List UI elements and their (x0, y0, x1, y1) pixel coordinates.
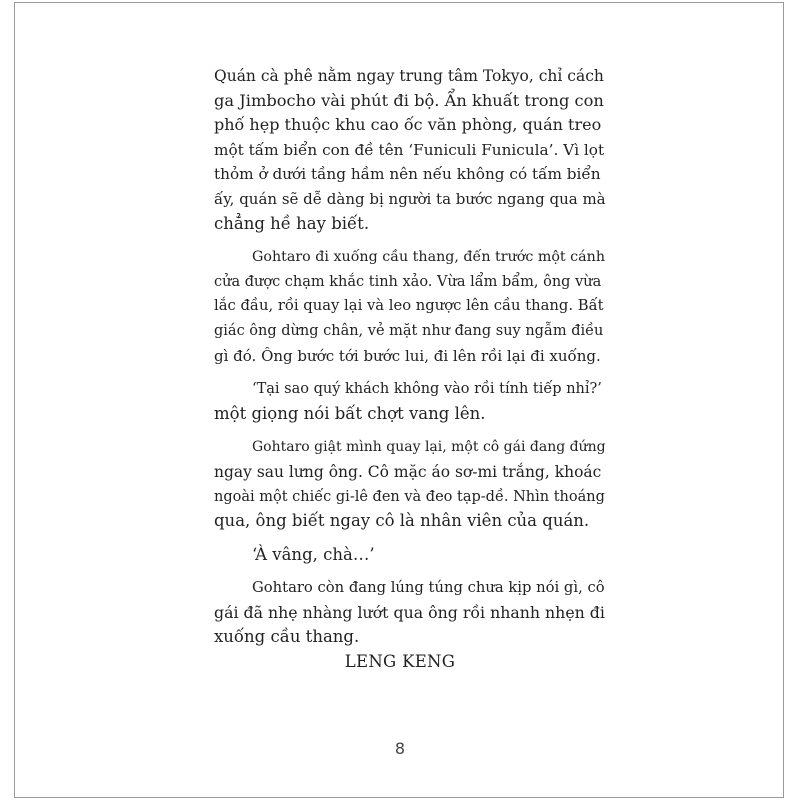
text-line: ga Jimbocho vài phút đi bộ. Ẩn khuất trong con (214, 90, 604, 110)
text-line: cửa được chạm khắc tinh xảo. Vừa lẩm bẩm, ông vừa (214, 273, 602, 290)
text-line: một tấm biển con đề tên ‘Funiculi Funicula’. Vì lọt (214, 140, 605, 159)
paragraph (214, 245, 606, 368)
text-line: ấy, quán sẽ dễ dàng bị người ta bước ngang qua mà (214, 189, 606, 208)
text-line: ngoài một chiếc gi-lê đen và đeo tạp-dề. Nhìn thoáng (214, 488, 605, 505)
text-line: một giọng nói bất chợt vang lên. (214, 403, 486, 423)
text-line: qua, ông biết ngay cô là nhân viên của quán. (214, 511, 590, 531)
text-line: xuống cầu thang. (214, 627, 360, 647)
text-line: phố hẹp thuộc khu cao ốc văn phòng, quán treo (214, 115, 602, 135)
body-text (214, 64, 606, 650)
text-line: Gohtaro đi xuống cầu thang, đến trước một cánh (252, 249, 606, 266)
text-line: Quán cà phê nằm ngay trung tâm Tokyo, chỉ cách (214, 67, 604, 85)
paragraph (214, 576, 606, 650)
text-line: chẳng hề hay biết. (214, 213, 370, 233)
paragraph (214, 64, 606, 236)
paragraph (214, 377, 606, 426)
sound-effect-text: LENG KENG (344, 652, 456, 671)
text-line: ngay sau lưng ông. Cô mặc áo sơ-mi trắng, khoác (214, 462, 602, 481)
text-line: gái đã nhẹ nhàng lướt qua ông rồi nhanh nhẹn đi (214, 602, 605, 622)
text-line: gì đó. Ông bước tới bước lui, đi lên rồi lại đi xuống. (214, 346, 601, 365)
text-line: giác ông dừng chân, vẻ mặt như đang suy ngẫm điều (214, 322, 604, 339)
text-line: ‘À vâng, chà…’ (252, 544, 375, 564)
text-line: Gohtaro giật mình quay lại, một cô gái đang đứng (252, 439, 606, 456)
paragraph (214, 435, 606, 533)
paragraph (214, 543, 606, 568)
page-number: 8 (394, 739, 406, 758)
text-line: lắc đầu, rồi quay lại và leo ngược lên cầu thang. Bất (214, 297, 604, 315)
text-line: Gohtaro còn đang lúng túng chưa kịp nói gì, cô (252, 579, 605, 597)
text-line: ‘Tại sao quý khách không vào rồi tính tiếp nhỉ?’ (252, 381, 602, 398)
text-line: thỏm ở dưới tầng hầm nên nếu không có tấm biển (214, 165, 601, 184)
